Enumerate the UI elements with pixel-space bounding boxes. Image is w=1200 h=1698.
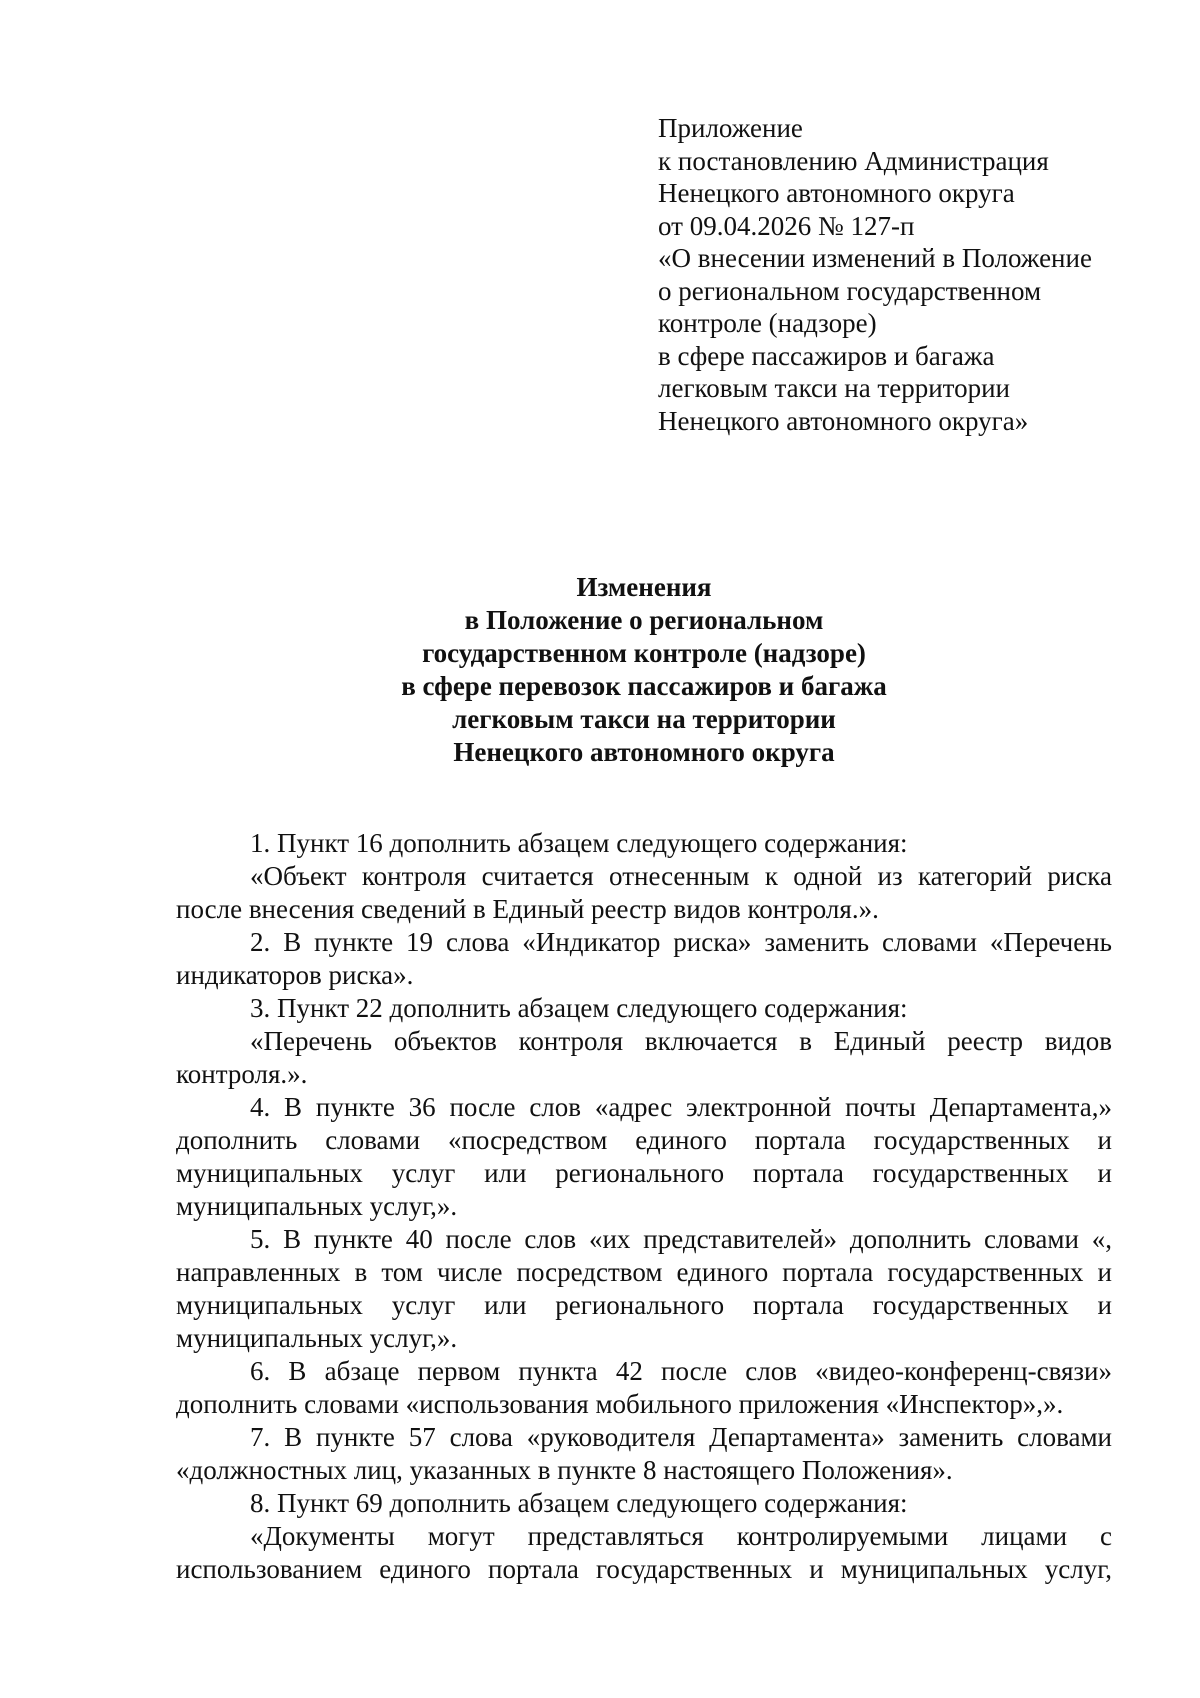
title-line: Ненецкого автономного округа xyxy=(453,737,835,767)
appendix-line: контроле (надзоре) xyxy=(658,308,877,338)
paragraph-item-5: 5. В пункте 40 после слов «их представителей» дополнить словами «, направленных в том числе посредством единого портала государственных и муниципальных услуг или регионального портала государственных и муниципальных услуг,». xyxy=(176,1224,1112,1353)
title-line: Изменения xyxy=(576,572,712,602)
paragraph-item-4: 4. В пункте 36 после слов «адрес электронной почты Департамента,» дополнить словами «посредством единого портала государственных и муниципальных услуг или регионального портала государственных и муниципальных услуг,». xyxy=(176,1092,1112,1221)
paragraph-item-8: 8. Пункт 69 дополнить абзацем следующего содержания: xyxy=(250,1488,908,1518)
appendix-line: Ненецкого автономного округа» xyxy=(658,405,1029,436)
appendix-line: легковым такси на территории xyxy=(658,373,1011,403)
paragraph-item-3: 3. Пункт 22 дополнить абзацем следующего содержания: xyxy=(250,993,908,1023)
paragraph-item-1-text: «Объект контроля считается отнесенным к одной из категорий риска после внесения сведений в Единый реестр видов контроля.». xyxy=(176,861,1112,924)
appendix-line: от 09.04.2026 № 127-п xyxy=(658,210,915,241)
title-line: в Положение о региональном xyxy=(464,605,824,635)
title-line: государственном контроле (надзоре) xyxy=(422,638,866,668)
paragraph-item-6: 6. В абзаце первом пункта 42 после слов «видео-конференц-связи» дополнить словами «использования мобильного приложения «Инспектор»,». xyxy=(176,1356,1112,1419)
title-line: легковым такси на территории xyxy=(452,704,836,734)
appendix-line: Приложение xyxy=(658,113,803,143)
paragraph-item-8-text: «Документы могут представляться контролируемыми лицами с использованием единого портала государственных и муниципальных услуг, xyxy=(176,1521,1112,1584)
paragraph-item-1: 1. Пункт 16 дополнить абзацем следующего содержания: xyxy=(250,828,908,858)
paragraph-item-2: 2. В пункте 19 слова «Индикатор риска» заменить словами «Перечень индикаторов риска». xyxy=(176,927,1112,990)
paragraph-item-3-text: «Перечень объектов контроля включается в Единый реестр видов контроля.». xyxy=(176,1026,1112,1089)
appendix-line: к постановлению Администрация xyxy=(658,145,1049,176)
appendix-line: о региональном государственном xyxy=(658,275,1042,306)
appendix-line: Ненецкого автономного округа xyxy=(658,178,1015,208)
title-line: в сфере перевозок пассажиров и багажа xyxy=(401,671,887,701)
document-body xyxy=(176,827,1112,1586)
document-title xyxy=(176,571,1112,769)
appendix-line: в сфере пассажиров и багажа xyxy=(658,340,995,371)
appendix-line: «О внесении изменений в Положение xyxy=(658,243,1092,273)
paragraph-item-7: 7. В пункте 57 слова «руководителя Департамента» заменить словами «должностных лиц, указанных в пункте 8 настоящего Положения». xyxy=(176,1422,1112,1485)
appendix-header xyxy=(658,112,1178,437)
